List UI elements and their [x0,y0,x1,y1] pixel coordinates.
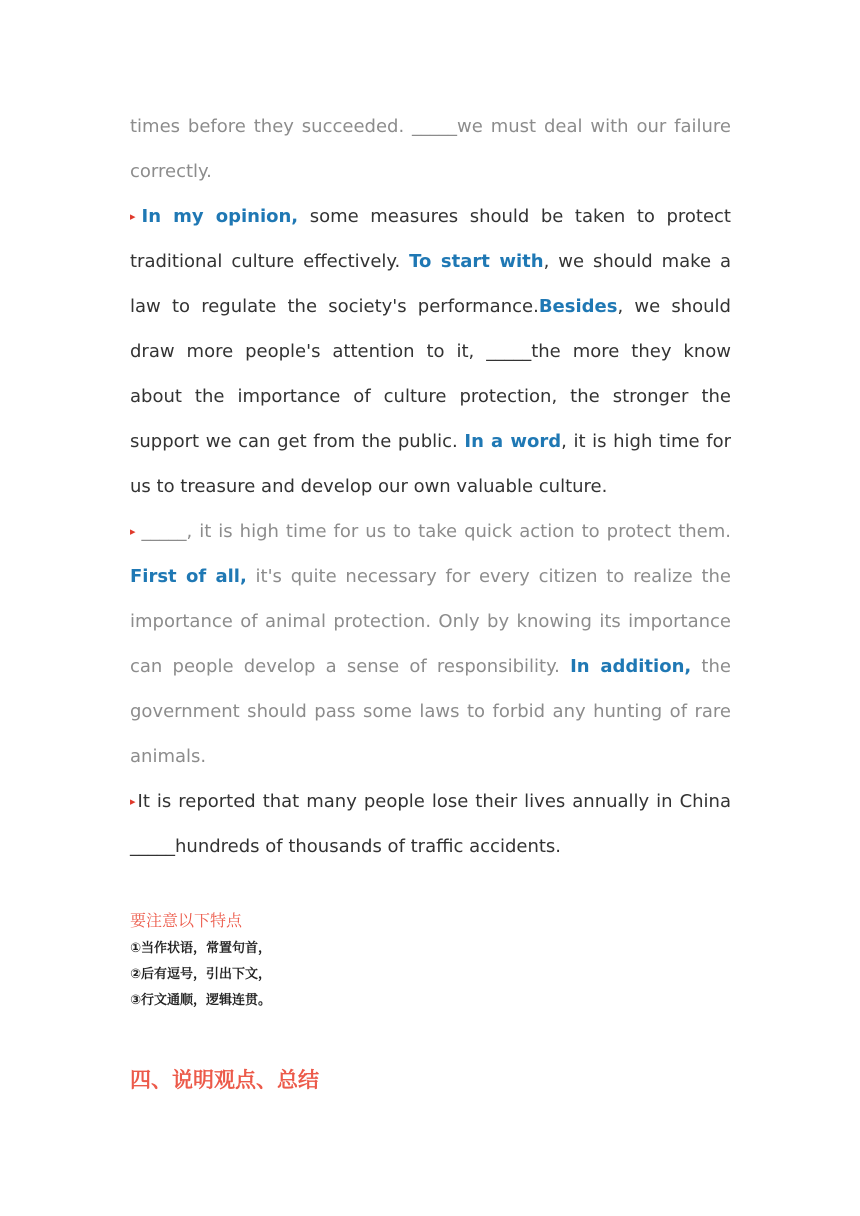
triangle-marker-icon: ▸ [130,525,136,538]
notes-box [130,910,271,1014]
triangle-marker-icon: ▸ [130,795,136,808]
paragraph-text: It is reported that many people lose their lives annually in China _____hundreds of thousands of traffic accidents. [130,791,731,857]
section-title: 四、说明观点、总结 [130,1068,319,1092]
paragraph-animals [130,509,731,779]
paragraph-text: , we should draw more people's attention to it, _____the more they know about the importance of culture protection, the stronger the support we can get from the public. [130,296,731,452]
notes-item: ③行文通顺，逻辑连贯。 [130,993,272,1008]
notes-heading: 要注意以下特点 [130,911,243,930]
keyword: To start with [409,251,544,272]
paragraph-failure [130,104,731,194]
keyword: In my opinion, [141,206,299,227]
keyword: First of all, [130,566,247,587]
keyword: In a word [464,431,562,452]
paragraph-text: , it is high time for us to treasure and develop our own valuable culture. [130,431,731,497]
paragraph-text: _____, it is high time for us to take quick action to protect them. [141,521,731,542]
triangle-marker-icon: ▸ [130,210,136,223]
paragraph-text: some measures should be taken to protect traditional culture effectively. [130,206,731,272]
paragraph-text: it's quite necessary for every citizen to realize the importance of animal protection. Only by knowing its importance can people develop a sense of responsibility. [130,566,732,677]
paragraph-text: times before they succeeded. _____we must deal with our failure correctly. [130,116,731,182]
keyword: Besides [538,296,618,317]
keyword: In addition, [570,656,692,677]
paragraph-traffic [130,779,731,869]
notes-item: ①当作状语，常置句首， [130,941,272,956]
paragraph-culture [130,194,731,509]
paragraph-text: the government should pass some laws to forbid any hunting of rare animals. [130,656,731,767]
notes-item: ②后有逗号，引出下文， [130,967,272,982]
paragraph-text: , we should make a law to regulate the society's performance. [130,251,731,317]
